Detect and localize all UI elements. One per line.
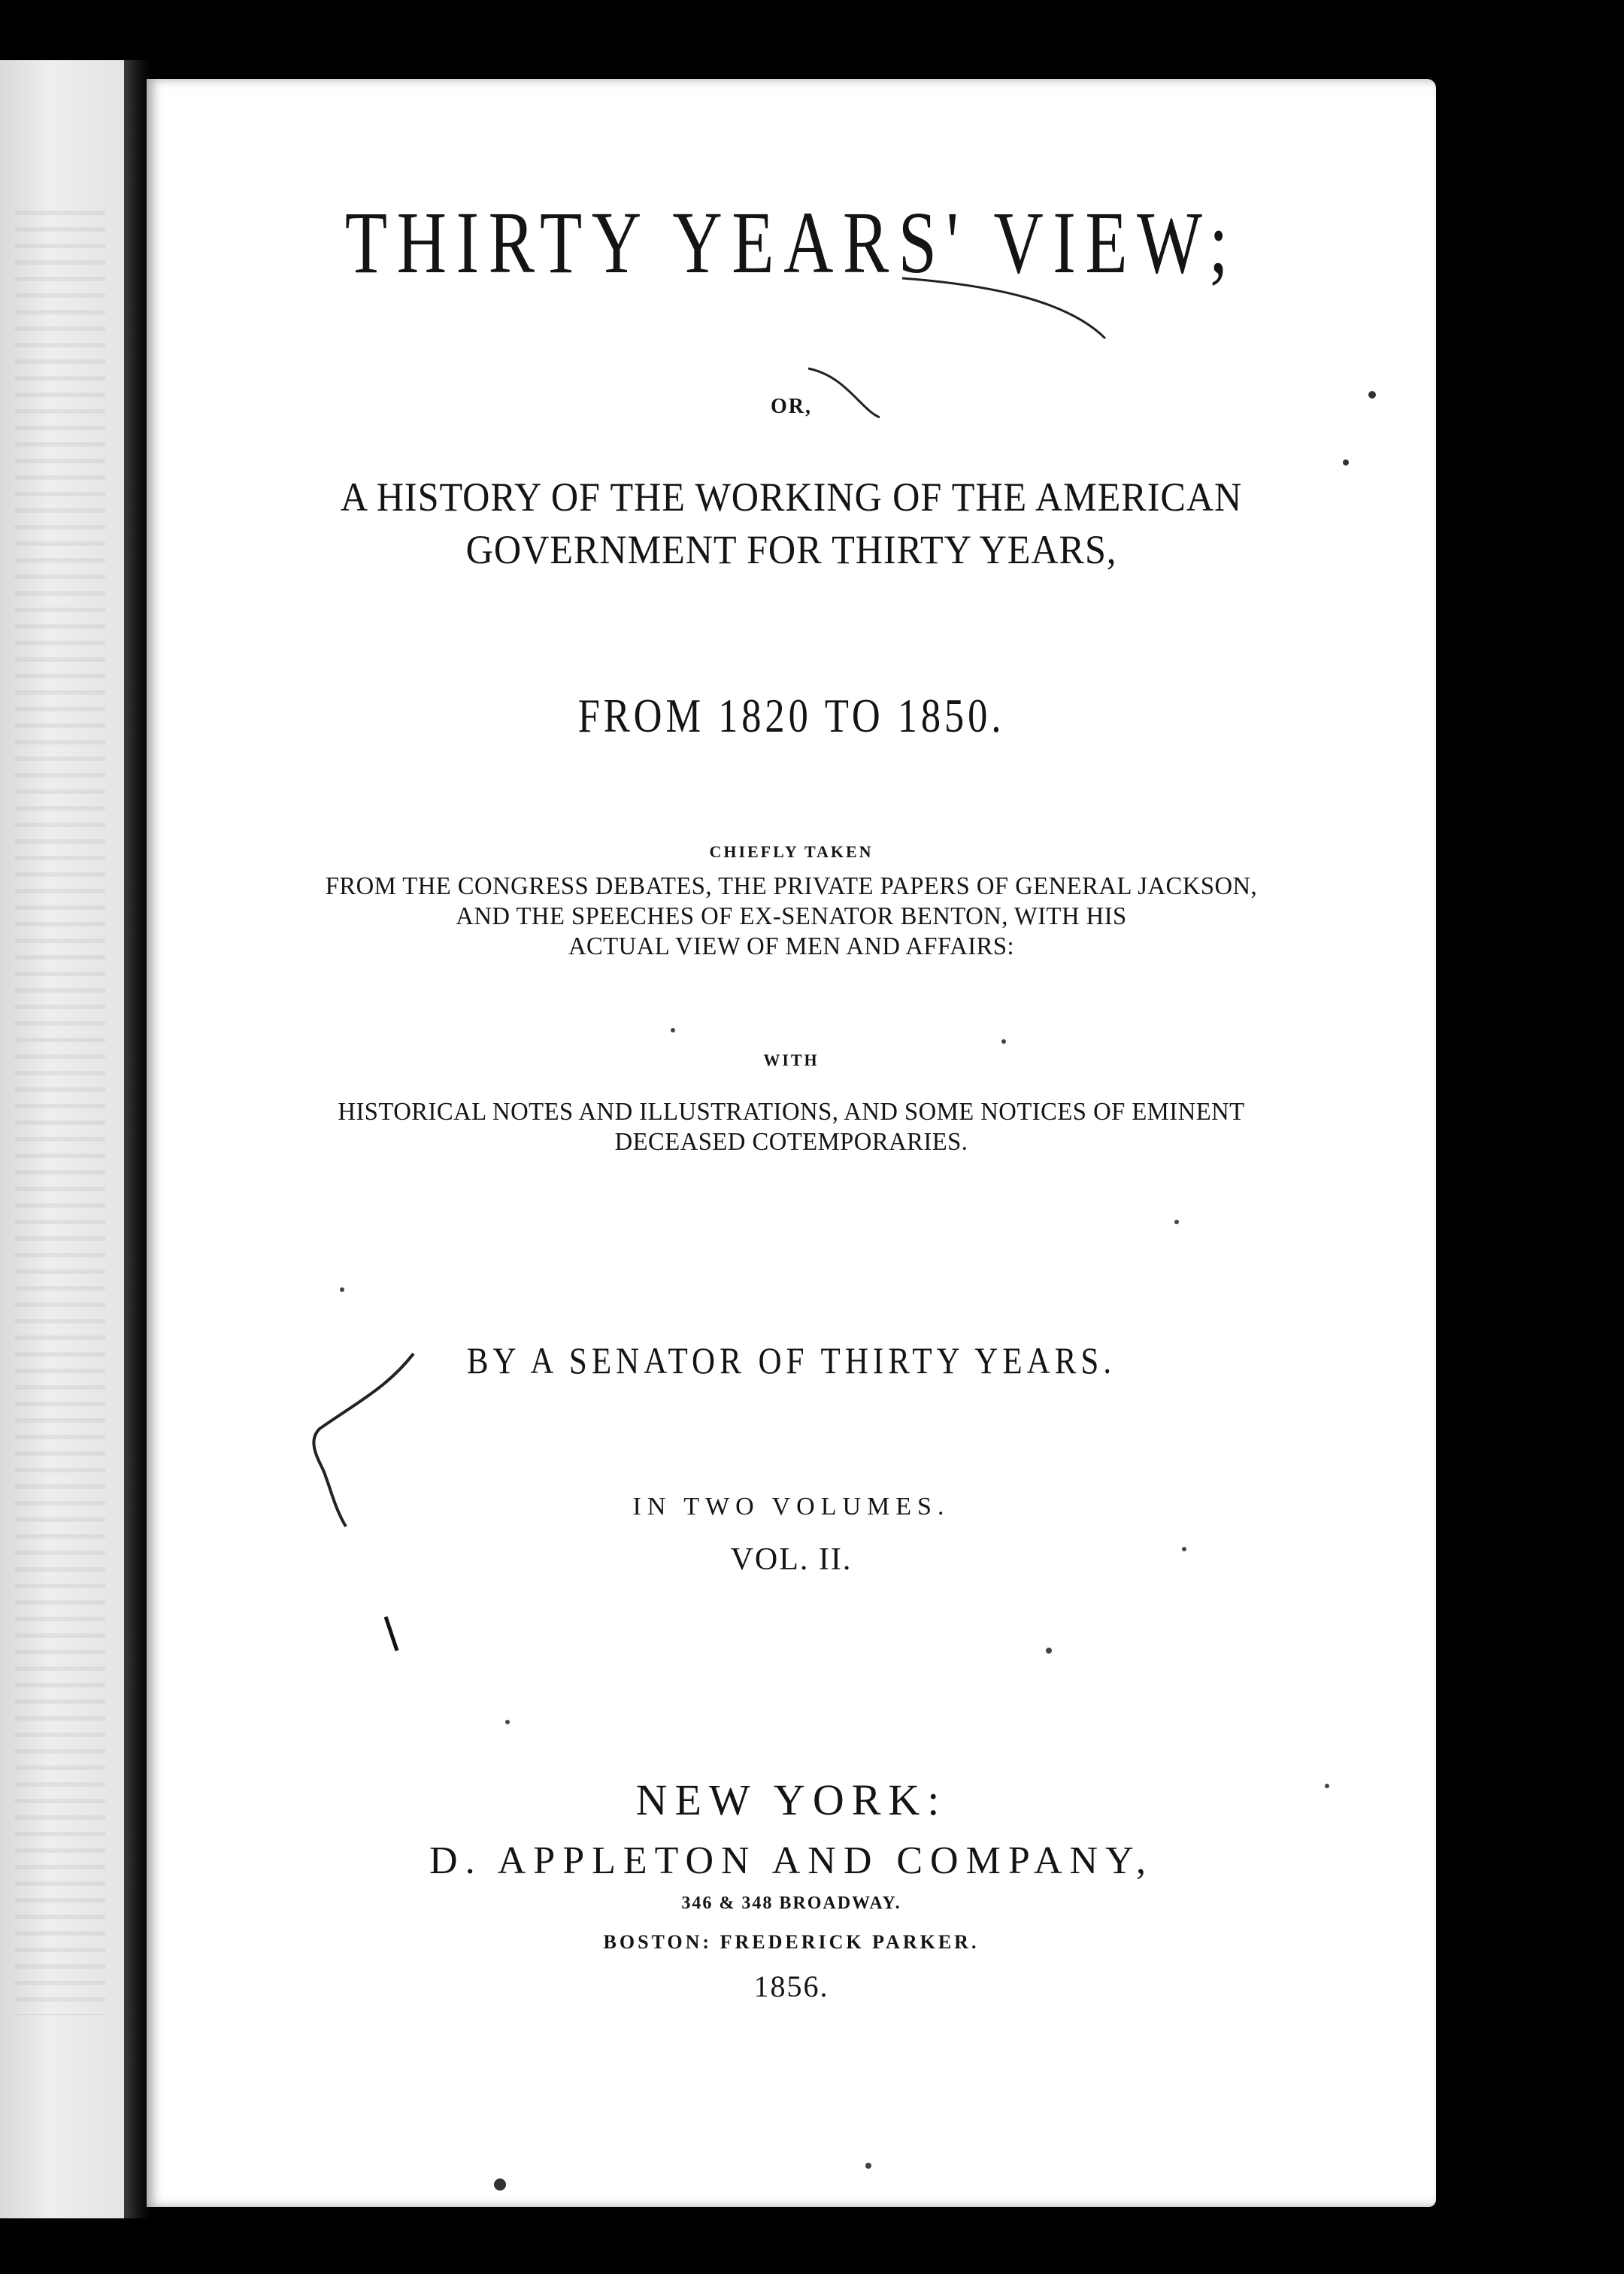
chiefly-taken-label: CHIEFLY TAKEN <box>709 842 874 861</box>
volume-number: VOL. II. <box>730 1542 853 1577</box>
bleed-through-texture <box>15 211 105 2015</box>
boston-agent: BOSTON: FREDERICK PARKER. <box>603 1931 980 1953</box>
publisher-name: D. APPLETON AND COMPANY, <box>429 1839 1153 1882</box>
publication-year: 1856. <box>753 1969 829 2003</box>
pen-tick-left <box>386 1617 397 1651</box>
speck <box>1001 1039 1006 1044</box>
facing-page-edge <box>0 60 124 2218</box>
sources-line-3: ACTUAL VIEW OF MEN AND AFFAIRS: <box>568 932 1015 960</box>
author-byline: BY A SENATOR OF THIRTY YEARS. <box>466 1339 1116 1381</box>
notes-line-1: HISTORICAL NOTES AND ILLUSTRATIONS, AND SOME NOTICES OF EMINENT <box>338 1098 1245 1126</box>
speck <box>1174 1220 1179 1224</box>
speck <box>505 1720 510 1724</box>
speck <box>671 1028 675 1032</box>
date-range: FROM 1820 TO 1850. <box>577 689 1005 742</box>
subtitle-line-2: GOVERNMENT FOR THIRTY YEARS, <box>465 527 1117 572</box>
speck <box>340 1287 344 1292</box>
subtitle-line-1: A HISTORY OF THE WORKING OF THE AMERICAN <box>340 475 1243 520</box>
speck <box>1343 459 1349 465</box>
speck <box>494 2178 506 2191</box>
notes-line-2: DECEASED COTEMPORARIES. <box>614 1128 968 1156</box>
or-connector: OR, <box>771 395 812 418</box>
publisher-address: 346 & 348 BROADWAY. <box>681 1893 901 1913</box>
book-title: THIRTY YEARS' VIEW; <box>344 193 1238 292</box>
speck <box>865 2163 871 2169</box>
volumes-label: IN TWO VOLUMES. <box>632 1493 950 1521</box>
sources-line-1: FROM THE CONGRESS DEBATES, THE PRIVATE PAPERS OF GENERAL JACKSON, <box>325 872 1258 900</box>
with-label: WITH <box>763 1051 820 1069</box>
sources-line-2: AND THE SPEECHES OF EX-SENATOR BENTON, WITH HIS <box>456 902 1127 930</box>
speck <box>1046 1648 1052 1654</box>
publication-city: NEW YORK: <box>635 1775 947 1824</box>
title-page <box>147 79 1436 2207</box>
